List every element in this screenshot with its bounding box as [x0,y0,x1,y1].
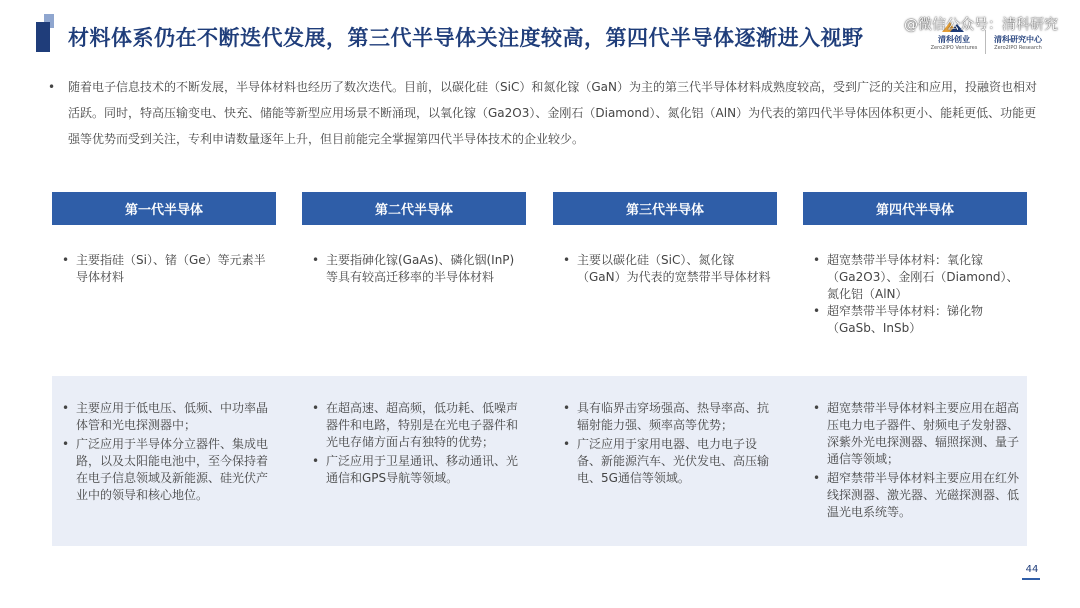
materials-gen2 [310,252,520,286]
watermark: @微信公众号：清科研究 [904,17,1058,33]
materials-gen1 [60,252,270,286]
page-title: 材料体系仍在不断迭代发展，第三代半导体关注度较高，第四代半导体逐渐进入视野 [68,26,864,50]
logo-research-cn: 清科研究中心 [994,35,1042,44]
applications-gen3 [561,400,771,489]
applications-gen1 [60,400,270,506]
logo-research-en: Zero2IPO Research [994,45,1042,51]
logo-ventures-en: Zero2IPO Ventures [930,45,978,51]
column-header-gen1: 第一代半导体 [52,192,276,225]
page-number: 44 [1025,564,1039,575]
column-header-gen2: 第二代半导体 [302,192,526,225]
list-item: • 广泛应用于卫星通讯、移动通讯、光通信和GPS导航等领域。 [310,453,520,487]
intro-paragraph [48,74,1038,152]
materials-gen4 [811,252,1021,337]
column-header-gen3: 第三代半导体 [553,192,777,225]
list-item: • 超宽禁带半导体材料主要应用在超高压电力电子器件、射频电子发射器、深紫外光电探测器、辐照探测、量子通信等领域； [811,400,1021,468]
list-item: • 超窄禁带半导体材料主要应用在红外线探测器、激光器、光磁探测器、低温光电系统等。 [811,470,1021,521]
applications-gen2 [310,400,520,489]
title-accent-dark [36,22,50,52]
list-item: • 超窄禁带半导体材料：锑化物（GaSb、InSb） [811,303,1021,337]
list-item: • 主要指砷化镓(GaAs)、磷化铟(InP)等具有较高迁移率的半导体材料 [310,252,520,286]
list-item: • 广泛应用于家用电器、电力电子设备、新能源汽车、光伏发电、高压输电、5G通信等领域。 [561,436,771,487]
list-item: • 主要指硅（Si）、锗（Ge）等元素半导体材料 [60,252,270,286]
applications-gen4 [811,400,1021,523]
column-header-gen4: 第四代半导体 [803,192,1027,225]
materials-gen3 [561,252,771,286]
intro-text: 随着电子信息技术的不断发展，半导体材料也经历了数次迭代。目前，以碳化硅（SiC）和氮化镓（GaN）为主的第三代半导体材料成熟度较高，受到广泛的关注和应用，投融资也相对活跃。同时，特高压输变电、快充、储能等新型应用场景不断涌现，以氧化镓（Ga2O3）、金刚石（Diamond）、氮化铝（AlN）为代表的第四代半导体因体积更小、能耗更低、功能更强等优势而受到关注，专利申请数量逐年上升，但目前能完全掌握第四代半导体技术的企业较少。 [68,80,1037,146]
bullet-icon: • [48,80,56,94]
list-item: • 超宽禁带半导体材料：氧化镓（Ga2O3）、金刚石（Diamond）、氮化铝（AlN） [811,252,1021,303]
list-item: • 在超高速、超高频，低功耗、低噪声器件和电路，特别是在光电子器件和光电存储方面占有独特的优势； [310,400,520,451]
list-item: • 具有临界击穿场强高、热导率高、抗辐射能力强、频率高等优势； [561,400,771,434]
logo-ventures-cn: 清科创业 [938,35,970,44]
list-item: • 主要以碳化硅（SiC）、氮化镓（GaN）为代表的宽禁带半导体材料 [561,252,771,286]
page-number-underline [1022,578,1040,580]
list-item: • 主要应用于低电压、低频、中功率晶体管和光电探测器中； [60,400,270,434]
list-item: • 广泛应用于半导体分立器件、集成电路，以及太阳能电池中，至今保持着在电子信息领域及新能源、硅光伏产业中的领导和核心地位。 [60,436,270,504]
